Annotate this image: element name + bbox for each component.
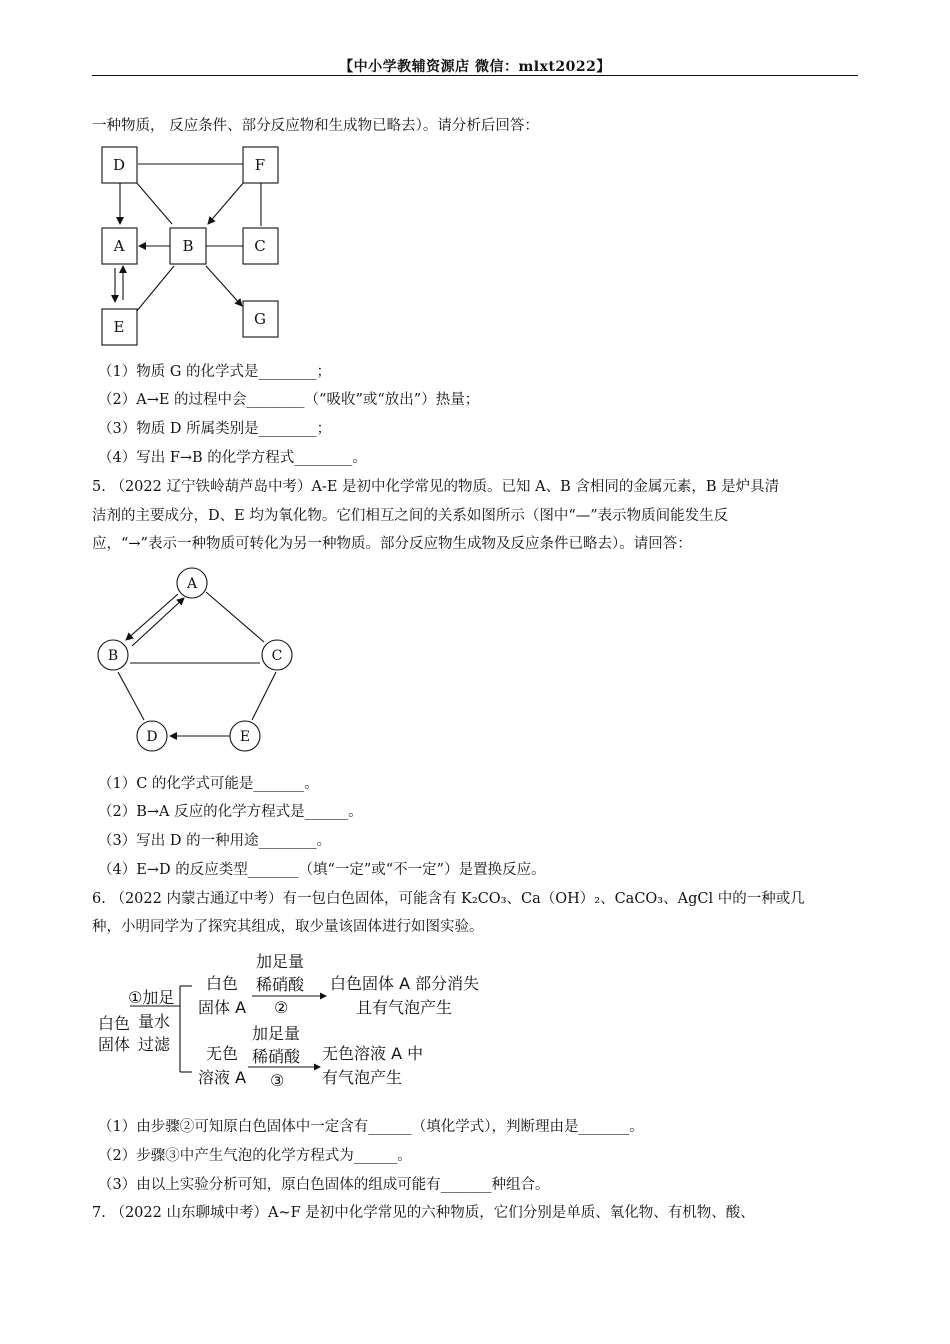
flow-step1-2: 量水 [138, 1012, 171, 1031]
q6-sub-1: （1）由步骤②可知原白色固体中一定含有______（填化学式），判断理由是_______。 [98, 1119, 644, 1135]
flow-result-bot-1: 无色溶液 A 中 [322, 1044, 424, 1063]
flow-arrow-top-3: ② [274, 998, 289, 1017]
q5-sub-4: （4）E→D 的反应类型_______（填“一定”或“不一定”）是置换反应。 [98, 862, 546, 878]
q4-label-g: G [254, 310, 266, 328]
q4-sub-2: （2）A→E 的过程中会________（“吸收”或“放出”）热量； [98, 392, 480, 408]
q4-sub-4: （4）写出 F→B 的化学方程式________。 [98, 450, 367, 466]
q4-label-c: C [254, 237, 266, 255]
q5-line-3: 应，“→”表示一种物质可转化为另一种物质。部分反应物生成物及反应条件已略去）。请回答： [92, 536, 692, 552]
q5-label-b: B [107, 648, 119, 664]
q6-line-2: 种，小明同学为了探究其组成，取少量该固体进行如图实验。 [92, 919, 484, 935]
q4-diagram [96, 142, 296, 348]
flow-result-top-2: 且有气泡产生 [356, 998, 453, 1017]
q5-label-e: E [239, 729, 251, 745]
q5-sub-1: （1）C 的化学式可能是_______。 [98, 776, 319, 792]
flow-arrow-top-2: 稀硝酸 [256, 975, 305, 994]
q5-line-2: 洁剂的主要成分，D、E 均为氧化物。它们相互之间的关系如图所示（图中“—”表示物质间能发生反 [92, 508, 729, 524]
flow-start-1: 白色 [98, 1014, 131, 1033]
flow-upper-2: 固体 A [198, 998, 247, 1017]
flow-arrow-bot-1: 加足量 [252, 1024, 301, 1043]
q4-label-f: F [254, 156, 266, 174]
q6-flow-diagram [94, 946, 514, 1102]
q5-sub-2: （2）B→A 反应的化学方程式是______。 [98, 804, 363, 820]
q4-label-e: E [113, 318, 125, 336]
flow-result-top-1: 白色固体 A 部分消失 [330, 974, 480, 993]
flow-lower-1: 无色 [206, 1044, 239, 1063]
q4-intro: 一种物质， 反应条件、部分反应物和生成物已略去）。请分析后回答： [92, 118, 539, 134]
q4-label-b: B [182, 237, 194, 255]
flow-result-bot-2: 有气泡产生 [322, 1068, 403, 1087]
header-rule [92, 75, 858, 76]
flow-upper-1: 白色 [206, 974, 239, 993]
q4-label-a: A [113, 237, 125, 255]
flow-arrow-bot-3: ③ [270, 1071, 285, 1090]
flow-step1-3: 过滤 [138, 1035, 171, 1054]
flow-arrow-bot-2: 稀硝酸 [252, 1047, 301, 1066]
q4-label-d: D [112, 156, 126, 174]
flow-arrow-top-1: 加足量 [256, 952, 305, 971]
q6-sub-3: （3）由以上实验分析可知，原白色固体的组成可能有_______种组合。 [98, 1177, 550, 1193]
q5-sub-3: （3）写出 D 的一种用途________。 [98, 833, 332, 849]
q5-label-c: C [271, 648, 283, 664]
flow-start-2: 固体 [98, 1035, 131, 1054]
q5-label-a: A [186, 576, 198, 592]
q6-line-1: 6. （2022 内蒙古通辽中考）有一包白色固体，可能含有 K₂CO₃、Ca（OH）₂、CaCO₃、AgCl 中的一种或几 [92, 891, 805, 907]
q5-label-d: D [146, 729, 158, 745]
q6-sub-2: （2）步骤③中产生气泡的化学方程式为______。 [98, 1148, 412, 1164]
flow-lower-2: 溶液 A [198, 1068, 247, 1087]
q5-line-1: 5. （2022 辽宁铁岭葫芦岛中考）A-E 是初中化学常见的物质。已知 A、B 含相同的金属元素，B 是炉具清 [92, 479, 780, 495]
page-header: 【中小学教辅资源店 微信：mlxt2022】 [339, 59, 611, 75]
flow-step1-1: ①加足 [128, 988, 175, 1007]
q7-line-1: 7. （2022 山东聊城中考）A~F 是初中化学常见的六种物质，它们分别是单质、氧化物、有机物、酸、 [92, 1205, 755, 1221]
q4-sub-1: （1）物质 G 的化学式是________； [98, 364, 332, 380]
q5-diagram [96, 566, 300, 756]
q4-sub-3: （3）物质 D 所属类别是________； [98, 421, 332, 437]
